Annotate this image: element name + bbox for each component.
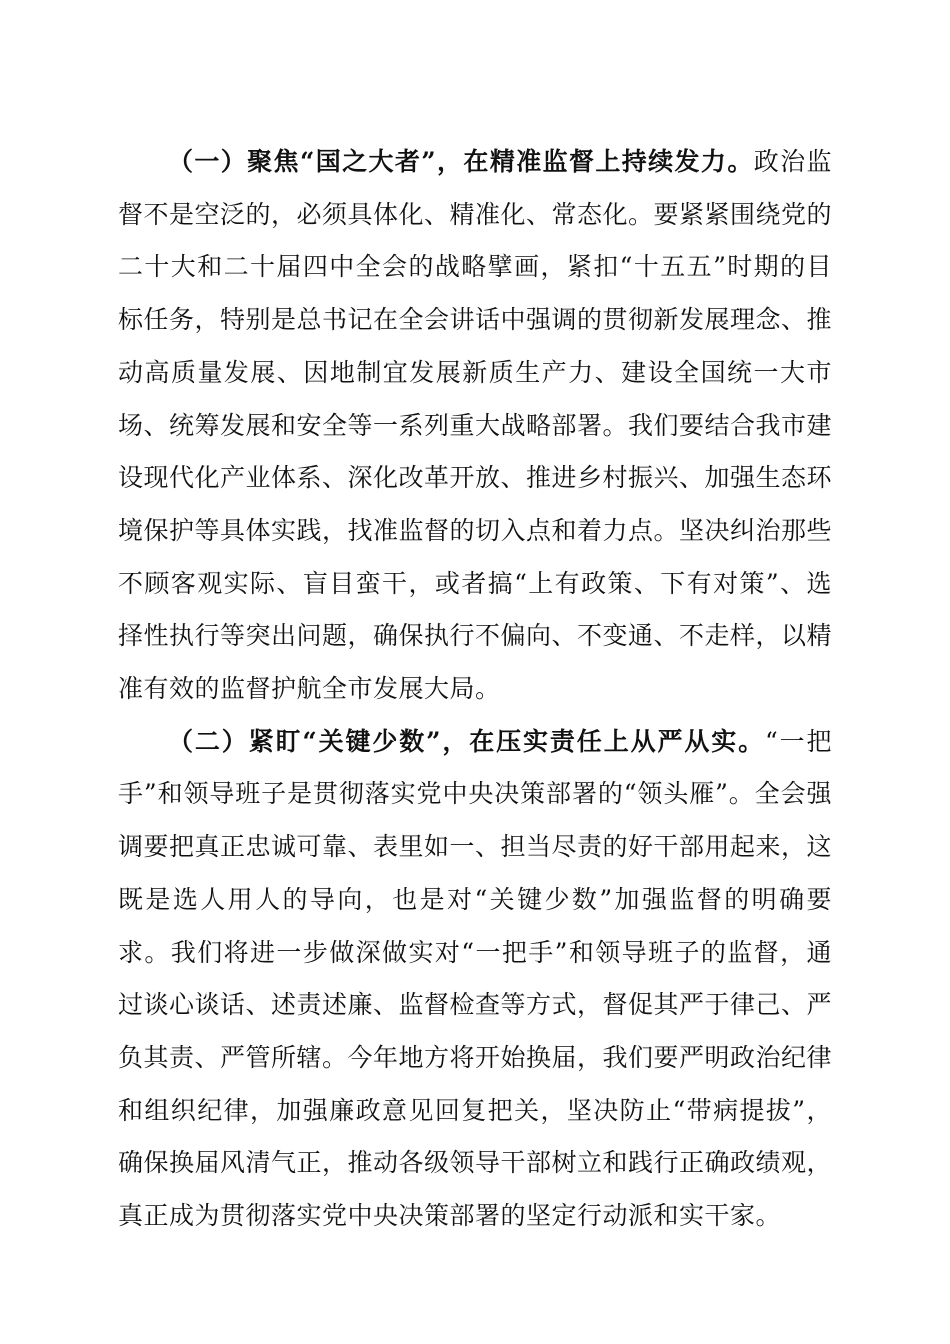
paragraph-2-text: “一把手”和领导班子是贯彻落实党中央决策部署的“领头雁”。全会强调要把真正忠诚可靠、表里如一、担当尽责的好干部用起来，这既是选人用人的导向，也是对“关键少数”加强监督的明确要求。我们将进一步做深做实对“一把手”和领导班子的监督，通过谈心谈话、述责述廉、监督检查等方式，督促其严于律己、严负其责、严管所辖。今年地方将开始换届，我们要严明政治纪律和组织纪律，加强廉政意见回复把关，坚决防止“带病提拔”，确保换届风清气正，推动各级领导干部树立和践行正确政绩观，真正成为贯彻落实党中央决策部署的坚定行动派和实干家。 (118, 726, 833, 1231)
paragraph-1 (118, 136, 832, 716)
paragraph-1-text: 政治监督不是空泛的，必须具体化、精准化、常态化。要紧紧围绕党的二十大和二十届四中全会的战略擘画，紧扣“十五五”时期的目标任务，特别是总书记在全会讲话中强调的贯彻新发展理念、推动高质量发展、因地制宜发展新质生产力、建设全国统一大市场、统筹发展和安全等一系列重大战略部署。我们要结合我市建设现代化产业体系、深化改革开放、推进乡村振兴、加强生态环境保护等具体实践，找准监督的切入点和着力点。坚决纠治那些不顾客观实际、盲目蛮干，或者搞“上有政策、下有对策”、选择性执行等突出问题，确保执行不偏向、不变通、不走样，以精准有效的监督护航全市发展大局。 (118, 147, 833, 704)
paragraph-1-heading: （一）聚焦“国之大者”，在精准监督上持续发力。 (168, 147, 754, 176)
paragraph-2 (118, 716, 832, 1243)
paragraph-2-heading: （二）紧盯“关键少数”，在压实责任上从严从实。 (168, 726, 765, 756)
document-body (118, 136, 832, 1243)
